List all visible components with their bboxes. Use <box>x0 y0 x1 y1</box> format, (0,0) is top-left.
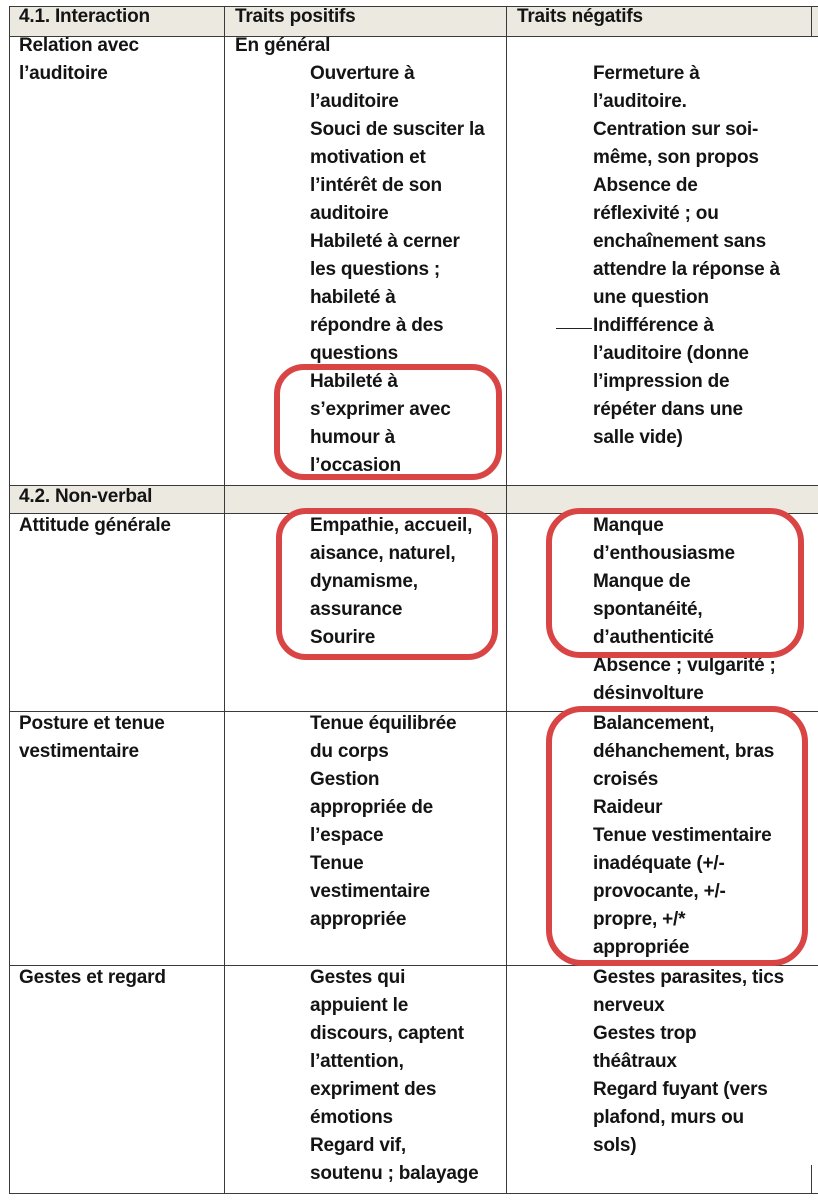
positive-line: l’auditoire <box>310 91 399 112</box>
negative-line: spontanéité, <box>593 599 703 620</box>
table-border-bottom <box>9 1193 818 1194</box>
positive-line: expriment des <box>310 1079 437 1100</box>
negative-line: l’impression de <box>593 371 730 392</box>
positive-line: Gestion <box>310 769 380 790</box>
positive-line: Empathie, accueil, <box>310 515 473 536</box>
negative-line: salle vide) <box>593 427 683 448</box>
negative-line: Centration sur soi- <box>593 119 759 140</box>
row-label: l’auditoire <box>19 63 108 84</box>
negative-line: même, son propos <box>593 147 759 168</box>
negative-line: l’auditoire (donne <box>593 343 749 364</box>
highlight-annotation <box>276 508 498 660</box>
header-col-interaction: 4.1. Interaction <box>19 6 150 27</box>
positive-line: appuient le <box>310 995 409 1016</box>
positive-line: s’exprimer avec <box>310 399 451 420</box>
negative-line: déhanchement, bras <box>593 741 775 762</box>
negative-line: sols) <box>593 1135 637 1156</box>
positive-line: appropriée <box>310 909 407 930</box>
row-label: Posture et tenue <box>19 713 165 734</box>
negative-line: Raideur <box>593 797 663 818</box>
positive-line: Habileté à cerner <box>310 231 460 252</box>
table-border-left <box>9 6 10 1194</box>
row-label: Attitude générale <box>19 515 171 536</box>
positive-line: Tenue équilibrée <box>310 713 457 734</box>
positive-line: questions <box>310 343 398 364</box>
positive-line: Ouverture à <box>310 63 415 84</box>
bullet-dash <box>556 328 592 329</box>
negative-line: théâtraux <box>593 1051 677 1072</box>
negative-line: Indifférence à <box>593 315 714 336</box>
negative-line: réflexivité ; ou <box>593 203 719 224</box>
positive-line: Sourire <box>310 627 376 648</box>
negative-line: propre, +/* <box>593 909 686 930</box>
negative-line: appropriée <box>593 937 690 958</box>
highlight-annotation <box>274 364 502 480</box>
negative-line: Gestes trop <box>593 1023 697 1044</box>
negative-line: Gestes parasites, tics <box>593 967 784 988</box>
positive-line: Gestes qui <box>310 967 406 988</box>
negative-line: d’authenticité <box>593 627 714 648</box>
positive-line: humour à <box>310 427 395 448</box>
header-col-negative: Traits négatifs <box>517 6 643 27</box>
table-border-right-bottom <box>811 1165 812 1193</box>
positive-line: du corps <box>310 741 389 762</box>
highlight-annotation <box>546 706 808 966</box>
highlight-annotation <box>546 508 804 658</box>
negative-line: l’auditoire. <box>593 91 687 112</box>
negative-line: d’enthousiasme <box>593 543 735 564</box>
negative-line: plafond, murs ou <box>593 1107 744 1128</box>
positive-line: aisance, naturel, <box>310 543 456 564</box>
positive-line: Souci de susciter la <box>310 119 485 140</box>
positive-line: Habileté à <box>310 371 398 392</box>
positive-line: Regard vif, <box>310 1135 406 1156</box>
negative-line: Manque de <box>593 571 691 592</box>
table-border-col1 <box>224 6 225 1194</box>
positive-line: l’occasion <box>310 455 401 476</box>
section-label: 4.2. Non-verbal <box>19 486 153 507</box>
header-col-positive: Traits positifs <box>235 6 356 27</box>
negative-line: inadéquate (+/- <box>593 853 725 874</box>
row-label: Relation avec <box>19 35 139 56</box>
positive-line: habileté à <box>310 287 396 308</box>
negative-line: Absence ; vulgarité ; <box>593 655 776 676</box>
negative-line: enchaînement sans <box>593 231 766 252</box>
positive-line: appropriée de <box>310 797 434 818</box>
positive-line: dynamisme, <box>310 571 418 592</box>
table-border-right-top <box>811 6 812 36</box>
row-label: vestimentaire <box>19 741 139 762</box>
table-border-col2 <box>506 6 507 1194</box>
positive-heading: En général <box>235 35 331 56</box>
negative-line: Regard fuyant (vers <box>593 1079 768 1100</box>
positive-line: assurance <box>310 599 403 620</box>
negative-line: Tenue vestimentaire <box>593 825 772 846</box>
positive-line: Tenue <box>310 853 364 874</box>
negative-line: nerveux <box>593 995 665 1016</box>
negative-line: croisés <box>593 769 659 790</box>
negative-line: désinvolture <box>593 683 704 704</box>
positive-line: l’intérêt de son <box>310 175 442 196</box>
positive-line: auditoire <box>310 203 389 224</box>
positive-line: l’espace <box>310 825 384 846</box>
negative-line: Absence de <box>593 175 698 196</box>
negative-line: répéter dans une <box>593 399 743 420</box>
negative-line: Fermeture à <box>593 63 700 84</box>
row-label: Gestes et regard <box>19 967 166 988</box>
negative-line: attendre la réponse à <box>593 259 780 280</box>
positive-line: discours, captent <box>310 1023 464 1044</box>
positive-line: motivation et <box>310 147 426 168</box>
positive-line: les questions ; <box>310 259 441 280</box>
positive-line: soutenu ; balayage <box>310 1163 479 1184</box>
positive-line: l’attention, <box>310 1051 404 1072</box>
negative-line: provocante, +/- <box>593 881 726 902</box>
negative-line: Balancement, <box>593 713 715 734</box>
positive-line: répondre à des <box>310 315 444 336</box>
negative-line: une question <box>593 287 709 308</box>
positive-line: vestimentaire <box>310 881 430 902</box>
positive-line: émotions <box>310 1107 393 1128</box>
negative-line: Manque <box>593 515 664 536</box>
